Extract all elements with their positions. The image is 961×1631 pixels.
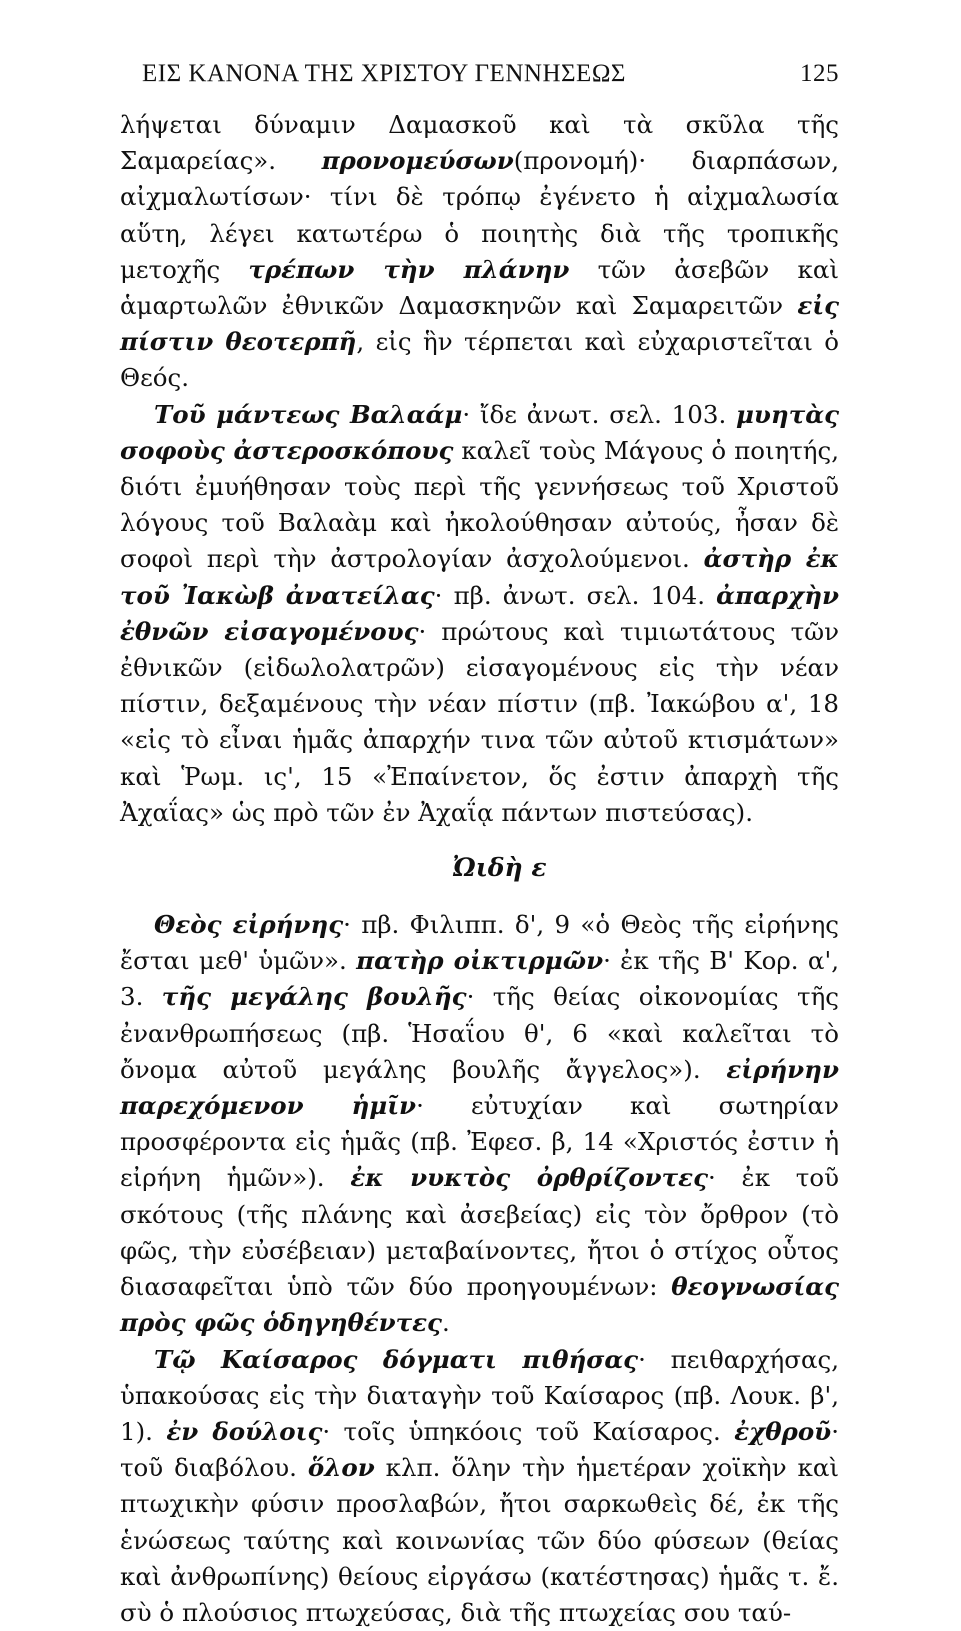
commentary-text: · πβ. ἀνωτ. σελ. 104. [435,581,716,610]
lemma: ἀστὴρ ἐκ τοῦ Ἰακὼβ ἀνατείλας [120,544,839,609]
page-number: 125 [800,60,839,88]
commentary-text: · ἐκ τοῦ σκότους (τῆς πλάνης καὶ ἀσεβείας) εἰς τὸν ὄρθρον (τὸ φῶς, τὴν εὐσέβειαν) μεταβαίνοντες, ἤτοι ὁ στίχος οὗτος διασαφεῖται ὑπὸ τῶν δύο προηγουμένων: [120,1163,839,1301]
lemma: εἰρήνην παρεχόμενον ἡμῖν [120,1055,839,1120]
lemma: ὅλον [308,1453,375,1482]
running-title: ΕΙΣ ΚΑΝΟΝΑ ΤΗΣ ΧΡΙΣΤΟΥ ΓΕΝΝΗΣΕΩΣ [142,60,626,88]
lemma: θεογνωσίας πρὸς φῶς ὁδηγηθέντες [120,1272,839,1337]
commentary-text: · πειθαρχήσας, ὑπακούσας εἰς τὴν διαταγὴν τοῦ Καίσαρος (πβ. Λουκ. β', 1). [120,1345,839,1446]
commentary-text: καλεῖ τοὺς Μάγους ὁ ποιητής, διότι ἐμυήθησαν τοὺς περὶ τῆς γεννήσεως τοῦ Χριστοῦ λόγους τοῦ Βαλαὰμ καὶ ἠκολούθησαν αὐτούς, ἦσαν δὲ σοφοὶ περὶ τὴν ἀστρολογίαν ἀσχολούμενοι. [120,436,839,574]
commentary-text: · ἴδε ἀνωτ. σελ. 103. [462,400,736,429]
lemma: προνομεύσων [322,146,514,175]
commentary-text: λήψεται δύναμιν Δαμασκοῦ καὶ τὰ σκῦλα τῆς Σαμαρείας». [120,110,839,175]
commentary-text: · τῆς θείας οἰκονομίας τῆς ἐνανθρωπήσεως (πβ. Ἡσαΐου θ', 6 «καὶ καλεῖται τὸ ὄνομα αὐτοῦ μεγάλης βουλῆς ἄγγελος»). [120,982,839,1083]
commentary-text: · ἐκ τῆς Β' Κορ. α', 3. [120,946,839,1011]
lemma: ἐν δούλοις [166,1417,322,1446]
lemma: μυητὰς σοφοὺς ἀστεροσκόπους [120,400,839,465]
lemma: ἀπαρχὴν ἐθνῶν εἰσαγομένους [120,581,839,646]
paragraph-3 [120,907,839,1341]
commentary-text: . [442,1308,450,1337]
commentary-text: · τοῖς ὑπηκόοις τοῦ Καίσαρος. [322,1417,734,1446]
lemma: Θεὸς εἰρήνης [154,910,343,939]
lemma: Τοῦ μάντεως Βαλαάμ [154,400,462,429]
lemma: τῆς μεγάλης βουλῆς [162,982,467,1011]
paragraph-1 [120,107,839,397]
lemma: τρέπων τὴν πλάνην [248,255,569,284]
commentary-text: · πρώτους καὶ τιμιωτάτους τῶν ἐθνικῶν (εἰδωλολατρῶν) εἰσαγομένους εἰς τὴν νέαν πίστιν, δεξαμένους τὴν νέαν πίστιν (πβ. Ἰακώβου α', 18 «εἰς τὸ εἶναι ἡμᾶς ἀπαρχήν τινα τῶν αὐτοῦ κτισμάτων» καὶ Ῥωμ. ις', 15 «Ἐπαίνετον, ὅς ἐστιν ἀπαρχὴ τῆς Ἀχαΐας» ὡς πρὸ τῶν ἐν Ἀχαΐᾳ πάντων πιστεύσας). [120,617,839,827]
commentary-text: · εὐτυχίαν καὶ σωτηρίαν προσφέροντα εἰς ἡμᾶς (πβ. Ἐφεσ. β, 14 «Χριστός ἐστιν ἡ εἰρήνη ἡμῶν»). [120,1091,839,1192]
paragraph-2 [120,397,839,831]
running-head [120,60,839,88]
lemma: ἐκ νυκτὸς ὀρθρίζοντες [350,1163,708,1192]
lemma: εἰς πίστιν θεοτερπῆ [120,291,839,356]
commentary-text: κλπ. ὅλην τὴν ἡμετέραν χοϊκὴν καὶ πτωχικὴν φύσιν προσλαβών, ἤτοι σαρκωθεὶς δέ, ἐκ τῆς ἑνώσεως ταύτης καὶ κοινωνίας τῶν δύο φύσεων (θείας καὶ ἀνθρωπίνης) θείους εἰργάσω (κατέστησας) ἡμᾶς τ. ἔ. σὺ ὁ πλούσιος πτωχεύσας, διὰ τῆς πτωχείας σου ταύ- [120,1453,839,1627]
commentary-text: , εἰς ἣν τέρπεται καὶ εὐχαριστεῖται ὁ Θεός. [120,327,839,392]
commentary-text: · τοῦ διαβόλου. [120,1417,839,1482]
paragraph-4 [120,1342,839,1631]
lemma: Τῷ Καίσαρος δόγματι πιθήσας [154,1345,638,1374]
commentary-text: (προνομή)· διαρπάσων, αἰχμαλωτίσων· τίνι δὲ τρόπῳ ἐγένετο ἡ αἰχμαλωσία αὕτη, λέγει κατωτέρω ὁ ποιητὴς διὰ τῆς τροπικῆς μετοχῆς [120,146,839,284]
lemma: πατὴρ οἰκτιρμῶν [356,946,603,975]
lemma: ἐχθροῦ [734,1417,831,1446]
commentary-text: · πβ. Φιλιππ. δ', 9 «ὁ Θεὸς τῆς εἰρήνης ἔσται μεθ' ὑμῶν». [120,910,839,975]
commentary-text: τῶν ἀσεβῶν καὶ ἁμαρτωλῶν ἐθνικῶν Δαμασκηνῶν καὶ Σαμαρειτῶν [120,255,839,320]
ode-heading: Ὠιδὴ ε [120,851,839,885]
body-text [120,107,839,1631]
